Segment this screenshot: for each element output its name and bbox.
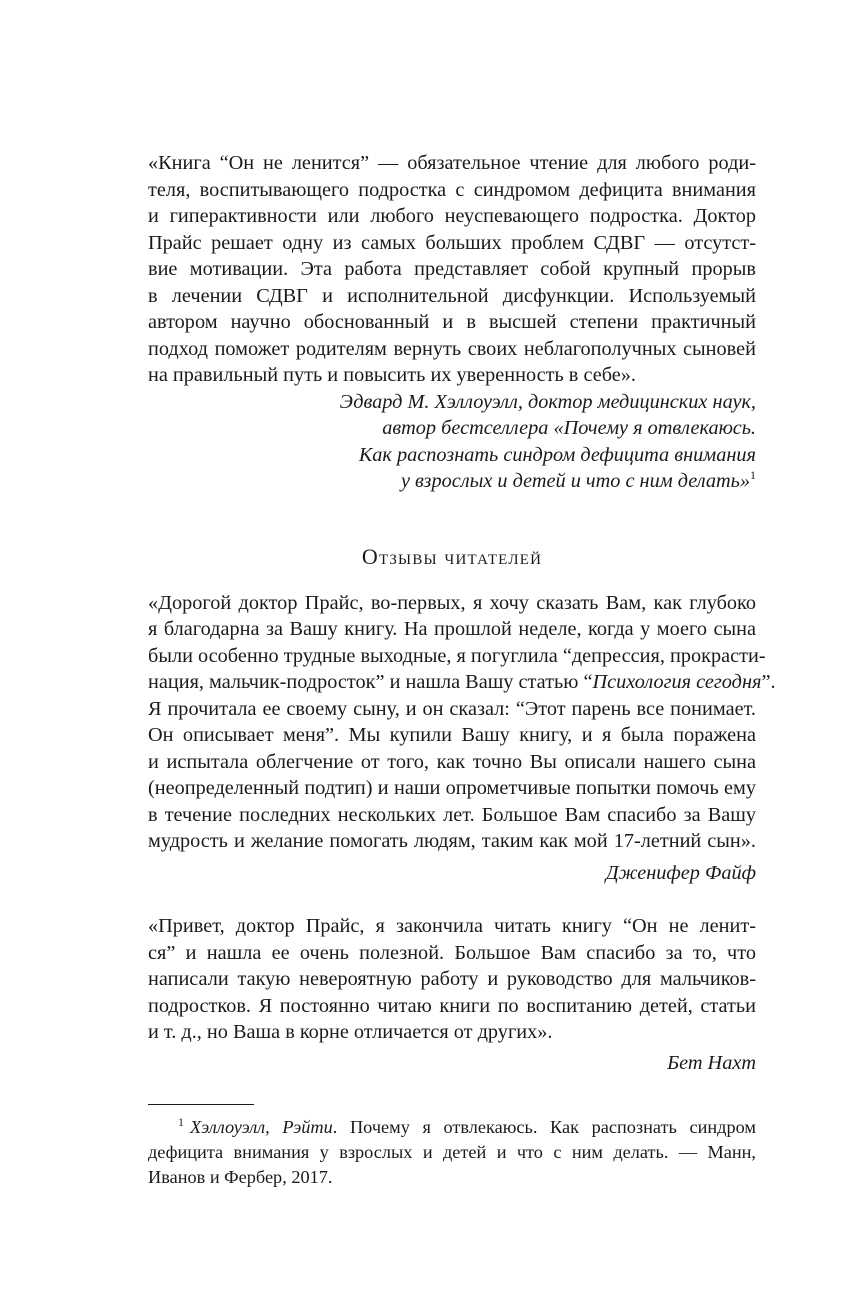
quote-line: были особенно трудные выходные, я погуглила “депрессия, прокрасти-: [148, 644, 766, 667]
attribution-line-text: у взрослых и детей и что с ним делать»: [400, 470, 750, 492]
book-page: [148, 150, 776, 1190]
quote-line: в лечении СДВГ и исполнительной дисфункции. Используемый: [148, 284, 756, 307]
magazine-title: Психология сегодня: [592, 671, 762, 693]
quote-text: нация, мальчик-подросток” и нашла Вашу статью “: [148, 671, 593, 693]
quote-line: подростков. Я постоянно читаю книги по воспитанию детей, статьи: [148, 994, 756, 1017]
attribution-nacht: [148, 1050, 756, 1077]
attribution-line: Бет Нахт: [667, 1051, 756, 1074]
footnote-number: 1: [178, 1115, 184, 1129]
attribution-line: автор бестселлера «Почему я отвлекаюсь.: [382, 417, 756, 439]
quote-line: «Дорогой доктор Прайс, во-первых, я хочу сказать Вам, как глубоко: [148, 591, 756, 614]
attribution-hallowell: [148, 389, 756, 495]
quote-line: подход поможет родителям вернуть своих неблагополучных сыновей: [148, 337, 756, 360]
quote-line: в течение последних нескольких лет. Большое Вам спасибо за Вашу: [148, 803, 756, 826]
footnote-line: дефицита внимания у взрослых и детей и что с ним делать. — Манн,: [148, 1142, 756, 1162]
quote-line: написали такую невероятную работу и руководство для мальчиков-: [148, 968, 756, 990]
quote-line: ся” и нашла ее очень полезной. Большое Вам спасибо за то, что: [148, 941, 756, 964]
quote-text: ”.: [761, 671, 776, 693]
quote-line: и гиперактивности или любого неуспевающего подростка. Доктор: [148, 205, 756, 227]
quote-line: (неопределенный подтип) и наши опрометчивые попытки помочь ему: [148, 777, 756, 799]
attribution-line: Эдвард М. Хэллоуэлл, доктор медицинских наук,: [339, 390, 756, 413]
quote-line: Я прочитала ее своему сыну, и он сказал: “Этот парень все понимает.: [148, 697, 756, 720]
footnote-authors: Хэллоуэлл, Рэйти: [190, 1117, 333, 1137]
quote-line: и испытала облегчение от того, как точно Вы описали нашего сына: [148, 750, 756, 773]
footnote: [148, 1115, 756, 1190]
quote-line: «Книга “Он не ленится” — обязательное чтение для любого роди-: [148, 152, 756, 174]
quote-line: мудрость и желание помогать людям, таким как мой 17-летний сын».: [148, 830, 756, 852]
quote-hallowell: [148, 150, 756, 389]
quote-nacht: [148, 913, 756, 1046]
footnote-divider: [148, 1104, 254, 1105]
quote-line: Он описывает меня”. Мы купили Вашу книгу, и я была поражена: [148, 724, 756, 746]
quote-line: я благодарна за Вашу книгу. На прошлой неделе, когда у моего сына: [148, 618, 756, 640]
footnote-reference: 1: [750, 468, 756, 482]
quote-fife: [148, 590, 776, 855]
quote-line: «Привет, доктор Прайс, я закончила читать книгу “Он не ленит-: [148, 915, 756, 937]
footnote-text: . Почему я отвлекаюсь. Как распознать синдром: [332, 1117, 756, 1137]
attribution-line: Дженифер Файф: [605, 861, 756, 884]
quote-line: вие мотивации. Эта работа представляет собой крупный прорыв: [148, 258, 756, 280]
attribution-line: Как распознать синдром дефицита внимания: [358, 443, 756, 466]
quote-line: на правильный путь и повысить их уверенность в себе».: [148, 364, 636, 386]
quote-line: Прайс решает одну из самых больших проблем СДВГ — отсутст-: [148, 231, 756, 254]
attribution-line: [148, 468, 756, 495]
section-heading: [148, 543, 756, 571]
footnote-line: [148, 1115, 756, 1140]
quote-line: [148, 669, 776, 696]
section-heading-text: Отзывы читателей: [361, 543, 543, 569]
attribution-fife: [148, 860, 756, 887]
quote-line: автором научно обоснованный и в высшей степени практичный: [148, 311, 756, 333]
footnote-line: Иванов и Фербер, 2017.: [148, 1167, 333, 1187]
quote-line: теля, воспитывающего подростка с синдромом дефицита внимания: [148, 178, 756, 201]
quote-line: и т. д., но Ваша в корне отличается от других».: [148, 1021, 553, 1043]
